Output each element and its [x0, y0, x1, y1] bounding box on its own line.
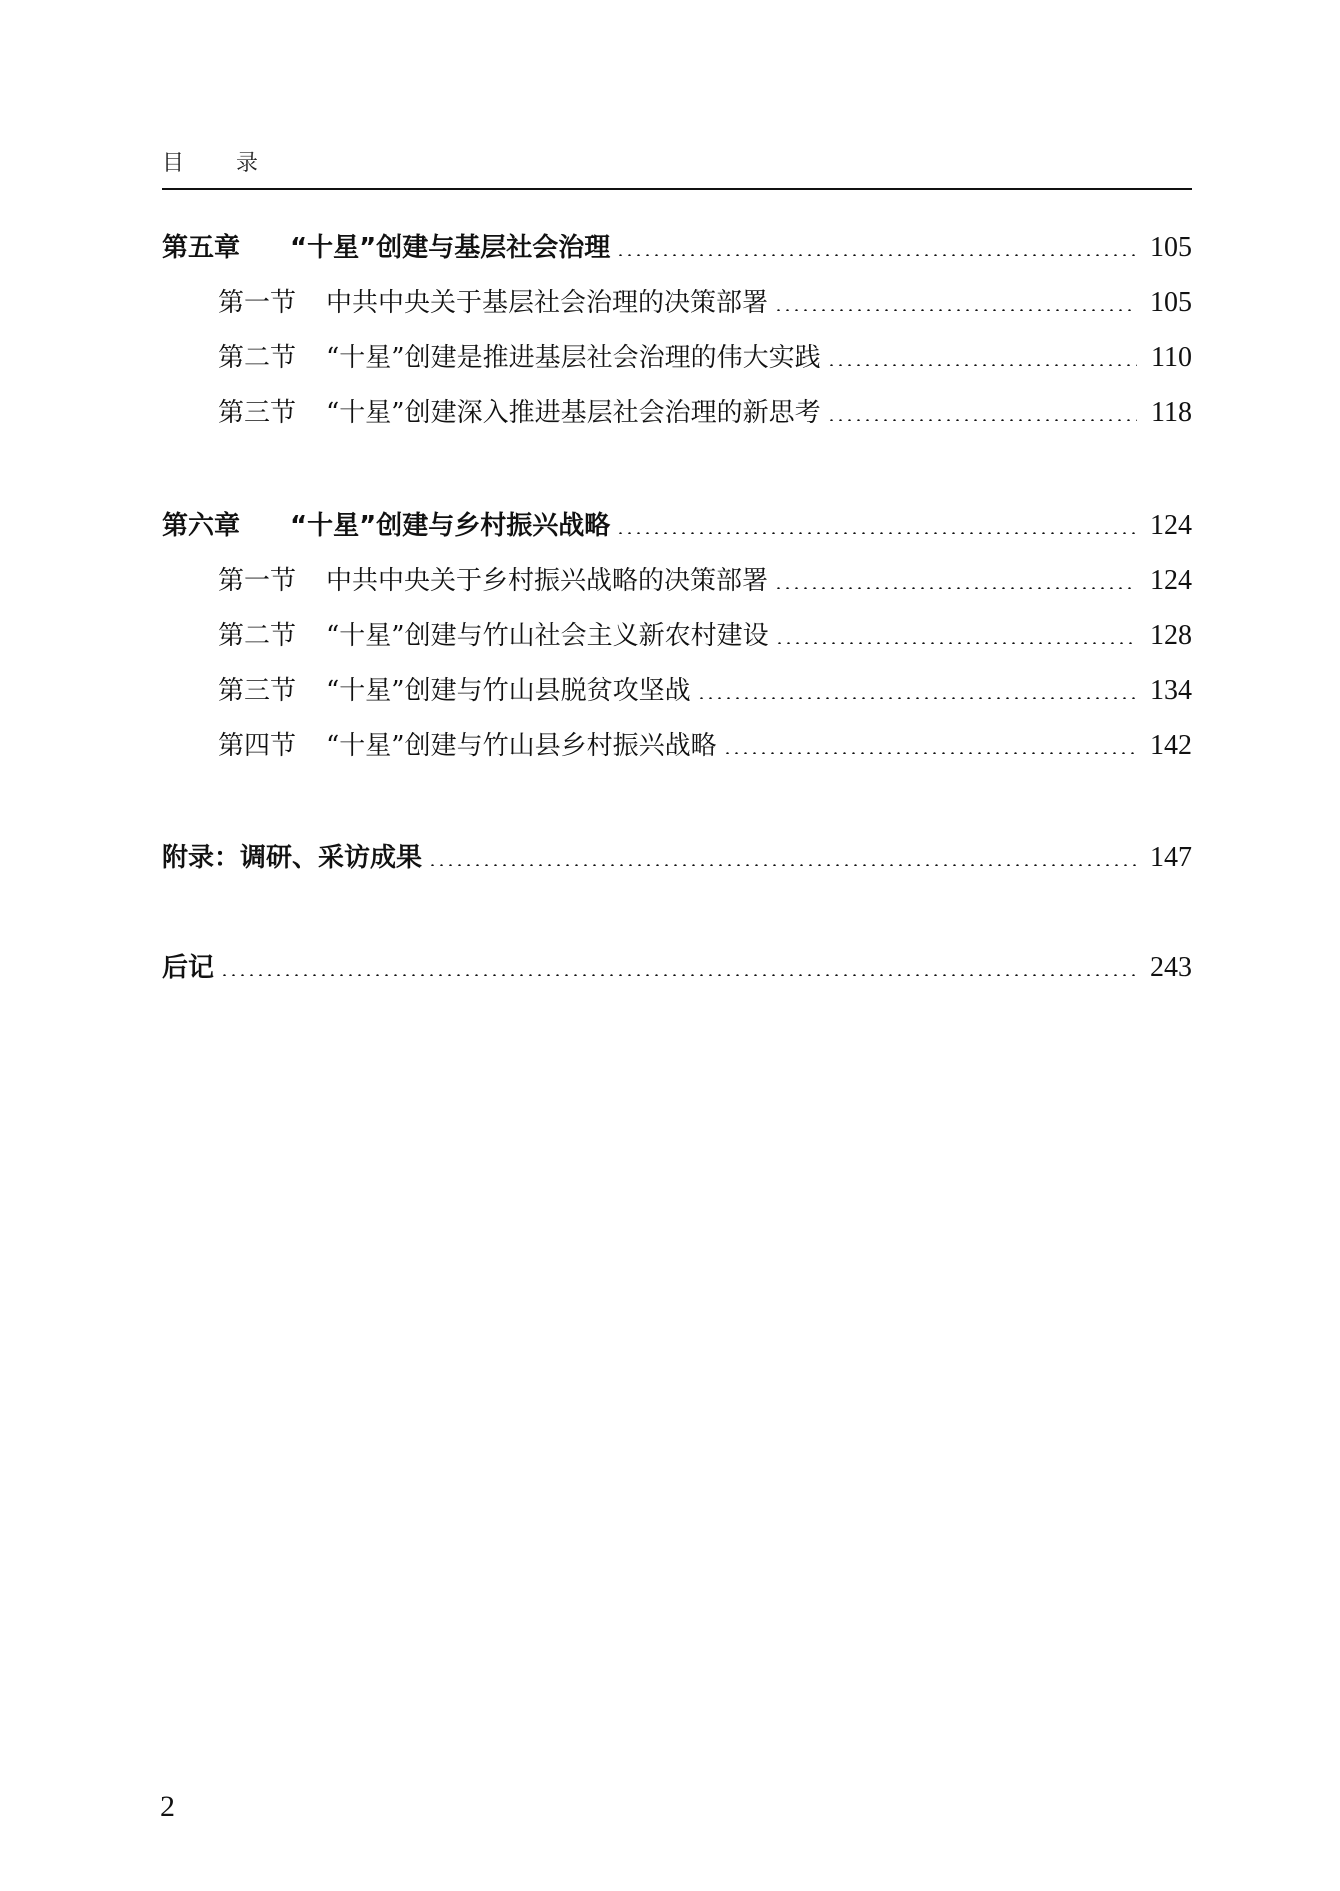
dot-leader — [827, 419, 1137, 421]
page-number: 134 — [1150, 675, 1192, 706]
toc-section-6-4[interactable] — [218, 726, 1192, 766]
section-title: “十星”创建深入推进基层社会治理的新思考 — [326, 398, 821, 428]
section-number: 第三节 — [218, 398, 297, 428]
dot-leader — [774, 309, 1136, 311]
toc-afterword[interactable] — [162, 948, 1192, 988]
section-number: 第一节 — [218, 288, 297, 318]
toc-section-6-3[interactable] — [218, 671, 1192, 711]
toc-section-5-1[interactable] — [218, 283, 1192, 323]
page-number: 142 — [1150, 730, 1192, 761]
dot-leader — [697, 697, 1136, 699]
running-head — [162, 146, 258, 177]
page-number: 105 — [1150, 287, 1192, 318]
toc-appendix[interactable] — [162, 838, 1192, 878]
section-title: 中共中央关于乡村振兴战略的决策部署 — [326, 566, 769, 596]
running-head-char-2: 录 — [236, 151, 259, 176]
toc-section-6-2[interactable] — [218, 616, 1192, 656]
dot-leader — [220, 974, 1136, 976]
dot-leader — [616, 254, 1136, 256]
section-title: “十星”创建是推进基层社会治理的伟大实践 — [326, 343, 821, 373]
afterword-title: 后记 — [162, 953, 215, 983]
toc-chapter-6[interactable] — [162, 506, 1192, 546]
section-number: 第四节 — [218, 731, 297, 761]
dot-leader — [775, 642, 1136, 644]
section-number: 第二节 — [218, 343, 297, 373]
chapter-title: “十星”创建与乡村振兴战略 — [290, 511, 611, 541]
section-title: “十星”创建与竹山县乡村振兴战略 — [326, 731, 717, 761]
appendix-title: 附录：调研、采访成果 — [162, 843, 423, 873]
dot-leader — [428, 864, 1136, 866]
toc-chapter-5[interactable] — [162, 228, 1192, 268]
toc-section-5-3[interactable] — [218, 393, 1192, 433]
page-number: 105 — [1150, 232, 1192, 263]
chapter-number: 第五章 — [162, 233, 241, 263]
dot-leader — [723, 752, 1136, 754]
page-number: 110 — [1151, 342, 1192, 373]
page-number: 243 — [1150, 952, 1192, 983]
header-rule — [162, 188, 1192, 190]
section-title: “十星”创建与竹山社会主义新农村建设 — [326, 621, 769, 651]
section-number: 第三节 — [218, 676, 297, 706]
page-number: 124 — [1150, 565, 1192, 596]
running-head-char-1: 目 — [162, 151, 185, 176]
chapter-title: “十星”创建与基层社会治理 — [290, 233, 611, 263]
dot-leader — [827, 364, 1137, 366]
page-number: 118 — [1151, 397, 1192, 428]
section-title: “十星”创建与竹山县脱贫攻坚战 — [326, 676, 691, 706]
section-number: 第二节 — [218, 621, 297, 651]
toc-section-6-1[interactable] — [218, 561, 1192, 601]
dot-leader — [616, 532, 1136, 534]
section-title: 中共中央关于基层社会治理的决策部署 — [326, 288, 769, 318]
section-number: 第一节 — [218, 566, 297, 596]
dot-leader — [774, 587, 1136, 589]
page-number: 124 — [1150, 510, 1192, 541]
toc-section-5-2[interactable] — [218, 338, 1192, 378]
page-number: 128 — [1150, 620, 1192, 651]
page-folio: 2 — [160, 1790, 175, 1823]
chapter-number: 第六章 — [162, 511, 241, 541]
page-number: 147 — [1150, 842, 1192, 873]
